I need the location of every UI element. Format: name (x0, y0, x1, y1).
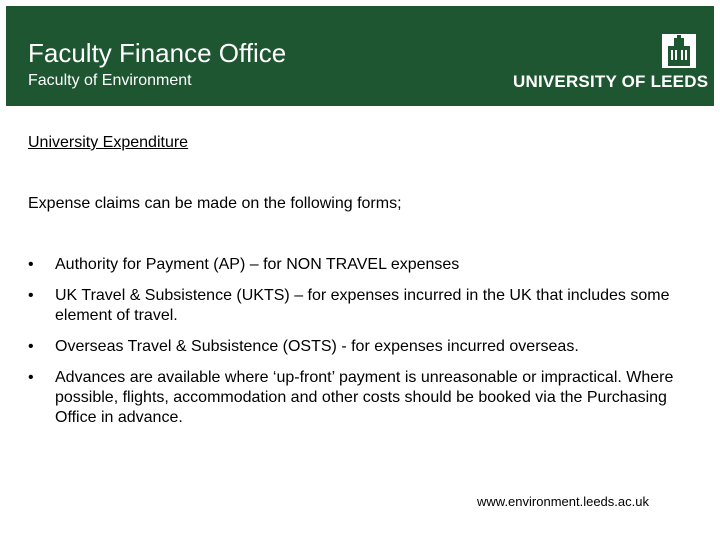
list-item-advances (28, 368, 712, 428)
bullet-marker: • (28, 369, 34, 386)
list-item-ukts (28, 286, 712, 326)
intro-text: Expense claims can be made on the following forms; (28, 195, 402, 212)
list-item-text: Advances are available where ‘up-front’ payment is unreasonable or impractical. Where possible, flights, accommodation and other costs should be booked via the Purchasing Office in advance. (55, 369, 674, 426)
university-logo-text: UNIVERSITY OF LEEDS (513, 72, 709, 91)
header-subtitle: Faculty of Environment (28, 72, 192, 89)
list-item-text: Overseas Travel & Subsistence (OSTS) - for expenses incurred overseas. (55, 338, 579, 355)
footer-url: www.environment.leeds.ac.uk (477, 494, 649, 509)
bullet-marker: • (28, 287, 34, 304)
section-heading: University Expenditure (28, 134, 189, 151)
list-item-osts (28, 337, 712, 357)
university-logo (511, 34, 709, 98)
expense-forms-list (28, 255, 712, 439)
bullet-marker: • (28, 256, 34, 273)
list-item-text: UK Travel & Subsistence (UKTS) – for expenses incurred in the UK that includes some element of travel. (55, 287, 670, 324)
header-banner (6, 6, 714, 106)
list-item-ap (28, 255, 712, 275)
header-title: Faculty Finance Office (28, 38, 287, 68)
university-crest-icon (662, 34, 696, 68)
list-item-text: Authority for Payment (AP) – for NON TRAVEL expenses (55, 256, 460, 273)
bullet-marker: • (28, 338, 34, 355)
